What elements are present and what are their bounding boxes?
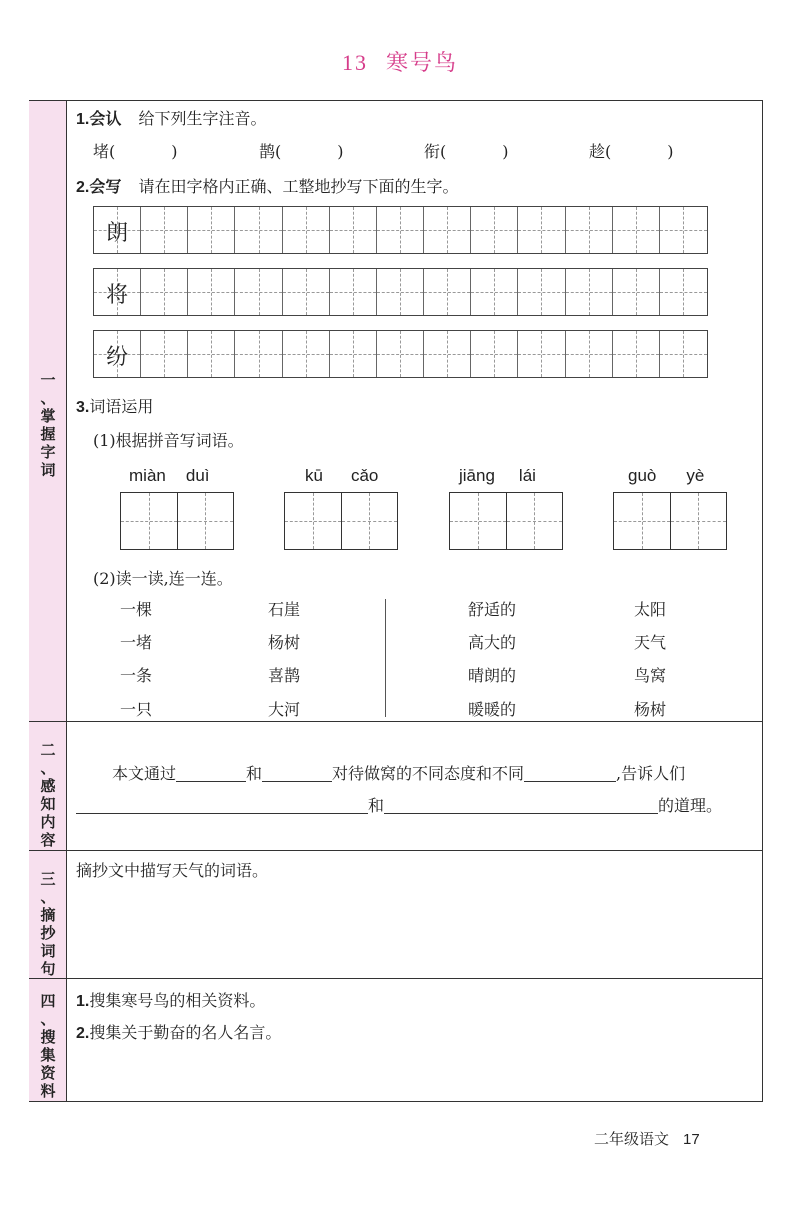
q2-heading: 2.会写 请在田字格内正确、工整地抄写下面的生字。 — [76, 177, 459, 196]
pinyin-label: miàn duì — [129, 466, 210, 485]
lesson-title: 寒号鸟 — [385, 51, 458, 76]
grid-cell[interactable] — [330, 269, 377, 315]
section-divider — [29, 850, 763, 851]
grid-cell[interactable] — [660, 331, 707, 377]
grid-cell[interactable] — [424, 331, 471, 377]
match-item[interactable]: 杨树 — [634, 700, 667, 719]
s4-item: 2.搜集关于勤奋的名人名言。 — [76, 1023, 282, 1042]
page-number: 17 — [683, 1131, 700, 1148]
grid-cell[interactable] — [424, 207, 471, 253]
match-item[interactable]: 喜鹊 — [268, 666, 301, 685]
pinyin-blank[interactable]: 堵( ) — [93, 142, 178, 161]
q1-head: 会认 — [89, 111, 122, 128]
grid-cell[interactable] — [424, 269, 471, 315]
section-4-label: 四 、 搜 集 资 料 — [40, 992, 56, 1100]
match-item[interactable]: 舒适的 — [468, 600, 517, 619]
fill-blank[interactable] — [76, 796, 368, 814]
grid-cell — [94, 269, 141, 315]
fill-sentence-line2: 和 的道理。 — [76, 793, 722, 816]
q2-instruction: 请在田字格内正确、工整地抄写下面的生字。 — [138, 177, 459, 196]
section-3-sidebar — [29, 850, 67, 978]
grid-cell[interactable] — [235, 207, 282, 253]
grid-cell[interactable] — [518, 207, 565, 253]
grid-cell[interactable] — [471, 269, 518, 315]
lesson-number: 13 — [341, 50, 368, 75]
word-writing-box[interactable] — [120, 492, 234, 550]
section-3-label: 三 、 摘 抄 词 句 — [40, 870, 56, 978]
grid-cell[interactable] — [141, 207, 188, 253]
q3-heading: 3.词语运用 — [76, 397, 154, 416]
grid-cell[interactable] — [518, 331, 565, 377]
grid-cell[interactable] — [188, 269, 235, 315]
grid-cell[interactable] — [330, 331, 377, 377]
grid-cell[interactable] — [566, 269, 613, 315]
grid-cell[interactable] — [330, 207, 377, 253]
grid-cell[interactable] — [471, 207, 518, 253]
pinyin-label: guò yè — [628, 466, 705, 485]
match-item[interactable]: 太阳 — [634, 600, 667, 619]
grid-cell[interactable] — [188, 207, 235, 253]
grid-cell[interactable] — [613, 207, 660, 253]
page-footer — [594, 1128, 700, 1149]
pinyin-label: jiāng lái — [459, 466, 536, 485]
q3-head: 词语运用 — [89, 397, 154, 416]
section-divider — [29, 978, 763, 979]
section-1-sidebar — [29, 101, 67, 721]
grid-cell — [94, 331, 141, 377]
book-name: 二年级语文 — [594, 1130, 670, 1148]
match-item[interactable]: 一只 — [120, 700, 153, 719]
match-item[interactable]: 暖暖的 — [468, 700, 517, 719]
fill-blank[interactable] — [176, 764, 246, 782]
match-item[interactable]: 一条 — [120, 666, 153, 685]
grid-cell[interactable] — [566, 331, 613, 377]
pinyin-blank[interactable]: 趁( ) — [589, 142, 674, 161]
grid-cell[interactable] — [283, 269, 330, 315]
match-item[interactable]: 天气 — [634, 633, 667, 652]
q1-instruction: 给下列生字注音。 — [138, 109, 267, 128]
match-item[interactable]: 一堵 — [120, 633, 153, 652]
fill-blank[interactable] — [262, 764, 332, 782]
match-item[interactable]: 石崖 — [268, 600, 301, 619]
fill-blank[interactable] — [524, 764, 616, 782]
fill-blank[interactable] — [384, 796, 658, 814]
match-divider — [385, 599, 386, 717]
grid-cell[interactable] — [235, 331, 282, 377]
word-writing-box[interactable] — [449, 492, 563, 550]
grid-cell[interactable] — [660, 207, 707, 253]
q1-heading: 1.会认 给下列生字注音。 — [76, 109, 267, 128]
grid-cell — [94, 207, 141, 253]
writing-grid-row — [93, 268, 708, 316]
grid-cell[interactable] — [566, 207, 613, 253]
match-item[interactable]: 大河 — [268, 700, 301, 719]
writing-grid-row — [93, 330, 708, 378]
pinyin-blank[interactable]: 衔( ) — [424, 142, 509, 161]
grid-cell[interactable] — [377, 331, 424, 377]
section-4-sidebar — [29, 978, 67, 1101]
s4-item: 1.搜集寒号鸟的相关资料。 — [76, 991, 266, 1010]
grid-cell[interactable] — [377, 207, 424, 253]
match-item[interactable]: 杨树 — [268, 633, 301, 652]
grid-cell[interactable] — [471, 331, 518, 377]
section-2-sidebar — [29, 721, 67, 850]
grid-cell[interactable] — [188, 331, 235, 377]
page-title — [0, 46, 800, 77]
grid-cell[interactable] — [660, 269, 707, 315]
match-item[interactable]: 晴朗的 — [468, 666, 517, 685]
grid-cell[interactable] — [235, 269, 282, 315]
writing-grid-row — [93, 206, 708, 254]
q3-sub1: (1)根据拼音写词语。 — [93, 431, 244, 450]
pinyin-label: kū cǎo — [305, 466, 379, 485]
match-item[interactable]: 一棵 — [120, 600, 153, 619]
word-writing-box[interactable] — [613, 492, 727, 550]
section-1-label: 一 、 掌 握 字 词 — [40, 371, 56, 479]
grid-cell[interactable] — [613, 269, 660, 315]
grid-cell[interactable] — [283, 331, 330, 377]
section-divider — [29, 721, 763, 722]
s3-instruction: 摘抄文中描写天气的词语。 — [76, 861, 269, 880]
fill-sentence-line1: 本文通过 和 对待做窝的不同态度和不同 ,告诉人们 — [112, 764, 686, 783]
grid-cell[interactable] — [613, 331, 660, 377]
section-2-label: 二 、 感 知 内 容 — [40, 741, 56, 849]
model-character: 朗 — [106, 221, 129, 246]
pinyin-blank[interactable]: 鹊( ) — [259, 142, 344, 161]
match-item[interactable]: 鸟窝 — [634, 666, 667, 685]
grid-cell[interactable] — [283, 207, 330, 253]
grid-cell[interactable] — [141, 269, 188, 315]
grid-cell[interactable] — [518, 269, 565, 315]
q3-sub2: (2)读一读,连一连。 — [93, 569, 233, 588]
q2-head: 会写 — [89, 179, 122, 196]
word-writing-box[interactable] — [284, 492, 398, 550]
grid-cell[interactable] — [141, 331, 188, 377]
match-item[interactable]: 高大的 — [468, 633, 517, 652]
grid-cell[interactable] — [377, 269, 424, 315]
model-character: 纷 — [106, 345, 129, 370]
model-character: 将 — [106, 283, 129, 308]
